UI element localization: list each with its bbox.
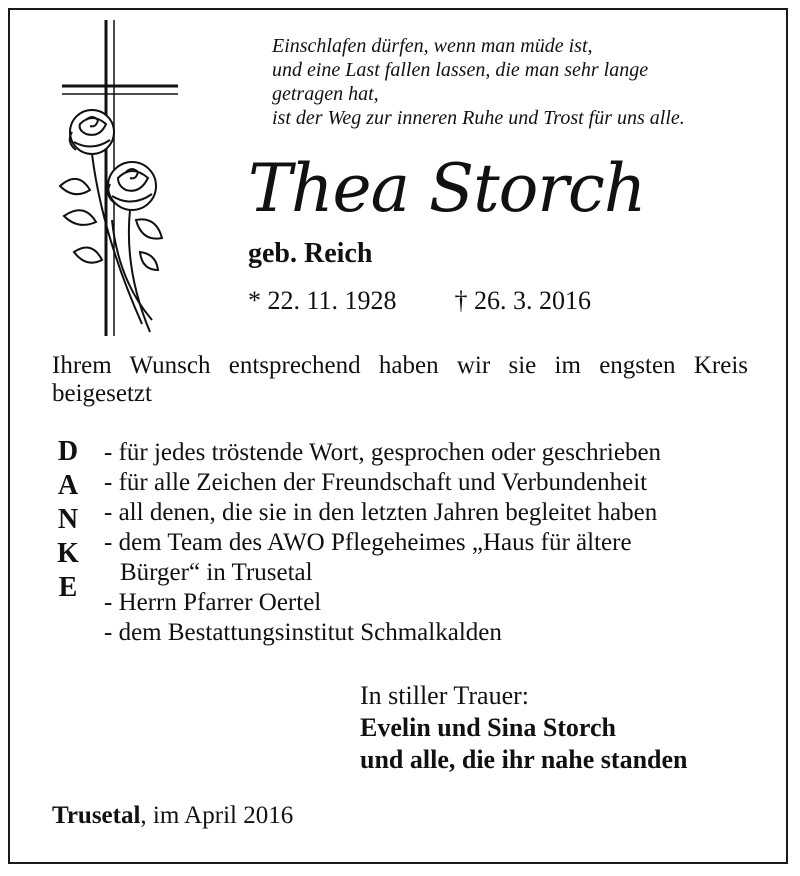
thanks-item: - all denen, die sie in den letzten Jahren begleitet haben — [104, 499, 658, 526]
signature-block — [360, 680, 688, 776]
poem-line: ist der Weg zur inneren Ruhe und Trost für uns alle. — [272, 107, 685, 129]
poem-line: getragen hat, — [272, 83, 379, 105]
deceased-name: Thea Storch — [248, 150, 646, 227]
poem-line: Einschlafen dürfen, wenn man müde ist, — [272, 35, 593, 57]
signature-others: und alle, die ihr nahe standen — [360, 745, 688, 774]
poem-line: und eine Last fallen lassen, die man sehr lange — [272, 59, 649, 81]
danke-letter: K — [57, 538, 79, 569]
thanks-item: - für alle Zeichen der Freundschaft und Verbundenheit — [104, 469, 648, 496]
place-town: Trusetal — [52, 802, 141, 829]
danke-acrostic — [52, 435, 84, 605]
maiden-name: geb. Reich — [248, 238, 373, 269]
signature-intro: In stiller Trauer: — [360, 681, 529, 710]
cross-with-roses-icon — [52, 20, 180, 338]
thanks-item: - für jedes tröstende Wort, gesprochen oder geschrieben — [104, 439, 662, 466]
thanks-item: - dem Team des AWO Pflegeheimes „Haus für ältere — [104, 529, 632, 556]
birth-date: * 22. 11. 1928 — [248, 286, 397, 315]
poem-verse — [272, 34, 772, 130]
signature-family: Evelin und Sina Storch — [360, 713, 617, 742]
wish-text: Ihrem Wunsch entsprechend haben wir sie im engsten Kreis beigesetzt — [52, 352, 748, 407]
place-date-text: , im April 2016 — [140, 802, 294, 829]
danke-letter: N — [57, 504, 79, 535]
danke-letter: E — [58, 572, 78, 603]
danke-letter: A — [57, 470, 79, 501]
thanks-item-continuation: Bürger“ in Trusetal — [120, 559, 313, 586]
thanks-list — [104, 438, 744, 648]
danke-letter: D — [57, 436, 79, 467]
death-date: † 26. 3. 2016 — [454, 286, 592, 315]
thanks-item: - Herrn Pfarrer Oertel — [104, 589, 322, 616]
thanks-item: - dem Bestattungsinstitut Schmalkalden — [104, 619, 502, 646]
place-date — [52, 802, 293, 830]
life-dates — [248, 286, 591, 316]
